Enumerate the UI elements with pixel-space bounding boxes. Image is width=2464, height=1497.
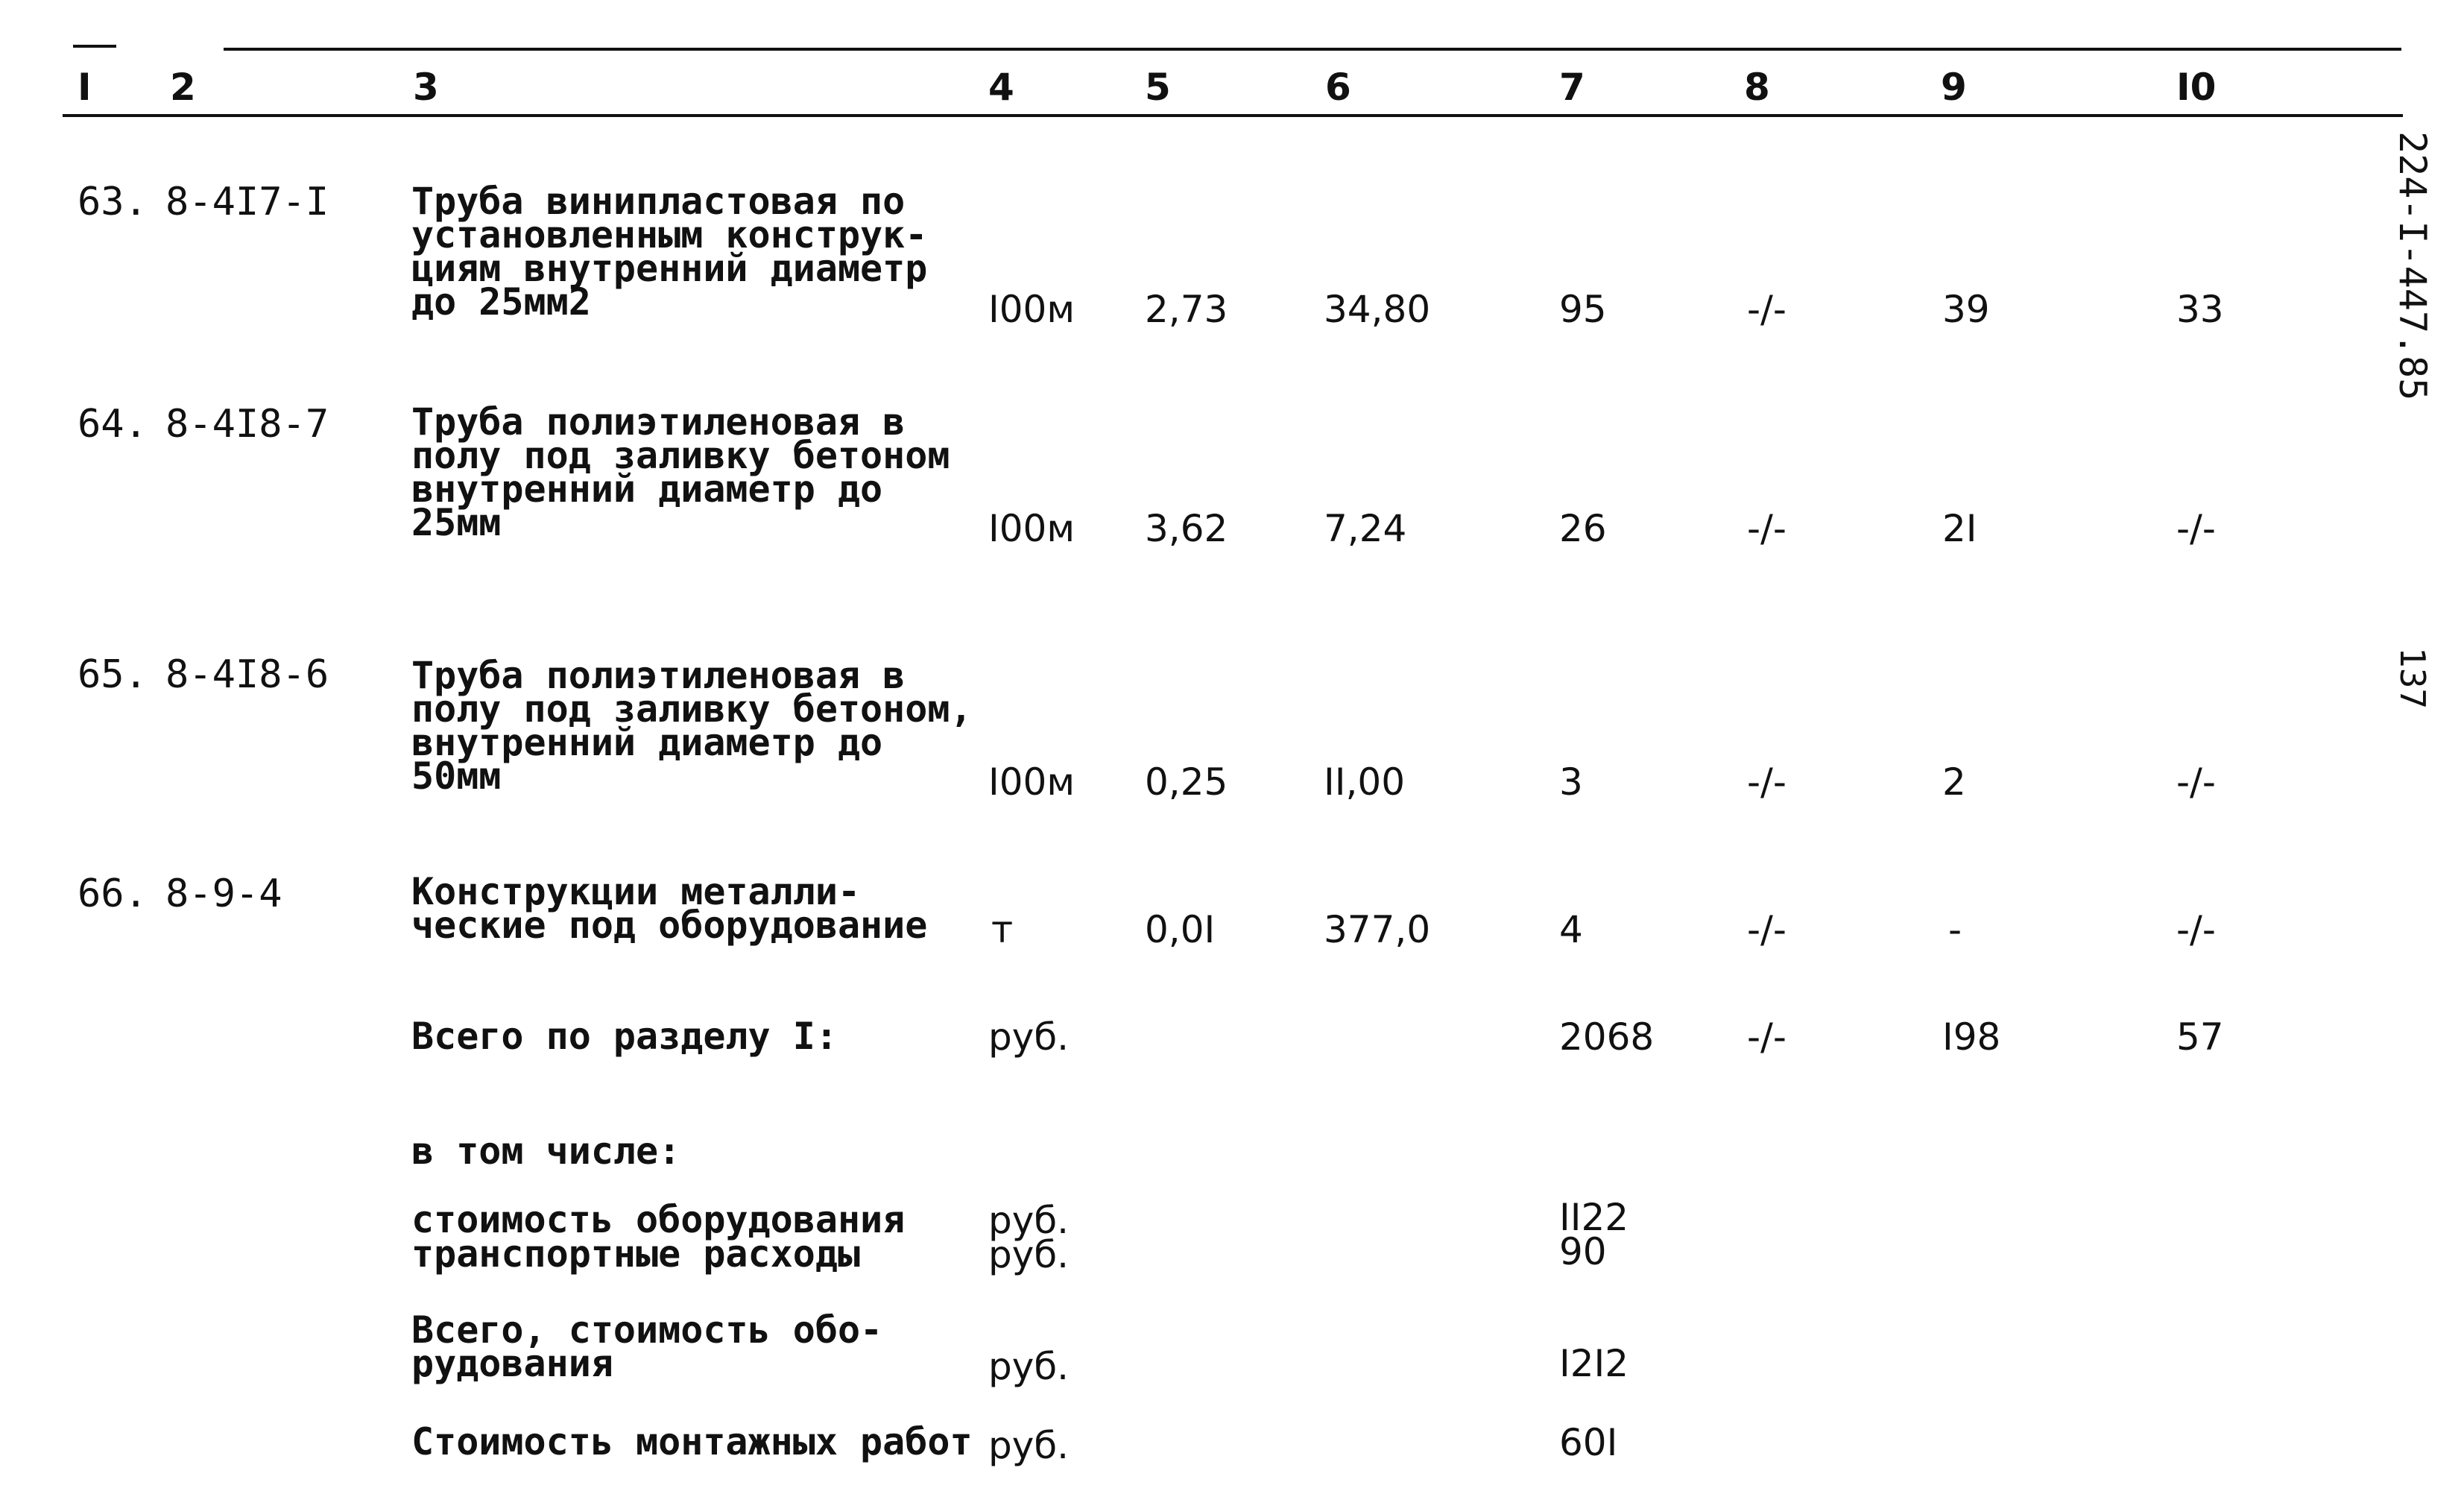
row-63-col6: 34,80 xyxy=(1324,288,1431,331)
row-66-description: Конструкции металли- ческие под оборудование xyxy=(411,870,928,947)
row-65-col8: -/- xyxy=(1747,760,1787,804)
row-64-code: 8-4I8-7 xyxy=(165,402,329,447)
col-header-1: I xyxy=(78,66,92,109)
col-header-6: 6 xyxy=(1325,66,1351,109)
row-66-col8: -/- xyxy=(1747,908,1787,951)
row-66-number: 66. xyxy=(78,872,148,916)
margin-document-code: 224-I-447.85 xyxy=(2391,131,2434,401)
row-65-col9: 2 xyxy=(1942,760,1966,804)
row-65-col10: -/- xyxy=(2176,760,2216,804)
row-66-col7: 4 xyxy=(1559,908,1583,951)
row-65-number: 65. xyxy=(78,652,148,697)
row-66-code: 8-9-4 xyxy=(165,872,282,916)
row-65-unit: I00м xyxy=(988,760,1075,804)
equipment-cost-unit: руб. xyxy=(988,1199,1070,1242)
col-header-7: 7 xyxy=(1559,66,1585,109)
row-65-col6: II,00 xyxy=(1324,760,1406,804)
margin-page-number: 137 xyxy=(2392,647,2433,710)
row-63-col10: 33 xyxy=(2176,288,2224,331)
installation-cost-label: Стоимость монтажных работ xyxy=(411,1420,973,1463)
row-66-col6: 377,0 xyxy=(1324,908,1431,951)
equipment-total-unit: руб. xyxy=(988,1345,1070,1388)
row-66-col10: -/- xyxy=(2176,908,2216,951)
row-64-col6: 7,24 xyxy=(1324,507,1407,550)
installation-cost-unit: руб. xyxy=(988,1424,1070,1467)
section-total-col7: 2068 xyxy=(1559,1015,1655,1059)
row-63-number: 63. xyxy=(78,180,148,224)
col-header-8: 8 xyxy=(1744,66,1770,109)
equipment-cost-label: стоимость оборудования xyxy=(411,1198,906,1241)
row-66-col5: 0,0I xyxy=(1145,908,1216,951)
section-total-unit: руб. xyxy=(988,1015,1070,1059)
row-65-code: 8-4I8-6 xyxy=(165,652,329,697)
row-64-col5: 3,62 xyxy=(1145,507,1228,550)
row-63-col8: -/- xyxy=(1747,288,1787,331)
row-65-description: Труба полиэтиленовая в полу под заливку бетоном, внутренний диаметр до 50мм xyxy=(411,654,973,798)
row-63-unit: I00м xyxy=(988,288,1075,331)
row-64-number: 64. xyxy=(78,402,148,447)
row-64-description: Труба полиэтиленовая в полу под заливку бетоном внутренний диаметр до 25мм xyxy=(411,400,950,544)
row-63-description: Труба винипластовая по установленным конструк- циям внутренний диаметр до 25мм2 xyxy=(411,180,928,324)
section-total-col10: 57 xyxy=(2176,1015,2224,1059)
col-header-5: 5 xyxy=(1145,66,1171,109)
col-header-9: 9 xyxy=(1941,66,1967,109)
row-63-code: 8-4I7-I xyxy=(165,180,329,224)
row-64-col7: 26 xyxy=(1559,507,1607,550)
row-65-col5: 0,25 xyxy=(1145,760,1228,804)
col-header-2: 2 xyxy=(170,66,196,109)
row-64-col10: -/- xyxy=(2176,507,2216,550)
col-header-3: 3 xyxy=(413,66,439,109)
row-66-col9: - xyxy=(1948,908,1962,951)
equipment-total-label: Всего, стоимость обо- рудования xyxy=(411,1308,883,1385)
row-63-col9: 39 xyxy=(1942,288,1990,331)
transport-cost-unit: руб. xyxy=(988,1233,1070,1276)
section-total-col8: -/- xyxy=(1747,1015,1787,1059)
transport-cost-value: 90 xyxy=(1559,1230,1607,1273)
row-64-col8: -/- xyxy=(1747,507,1787,550)
transport-cost-label: транспортные расходы xyxy=(411,1232,861,1276)
section-total-label: Всего по разделу I: xyxy=(411,1015,838,1058)
row-66-unit: т xyxy=(991,908,1014,951)
col-header-10: I0 xyxy=(2176,66,2217,109)
row-65-col7: 3 xyxy=(1559,760,1583,804)
row-63-col7: 95 xyxy=(1559,288,1607,331)
col-header-4: 4 xyxy=(988,66,1014,109)
equipment-total-value: I2I2 xyxy=(1559,1342,1629,1385)
header-rule xyxy=(63,114,2403,117)
installation-cost-value: 60I xyxy=(1559,1421,1618,1464)
row-64-unit: I00м xyxy=(988,507,1075,550)
top-rule-short xyxy=(73,45,116,48)
equipment-cost-value: II22 xyxy=(1559,1196,1629,1239)
row-64-col9: 2I xyxy=(1942,507,1977,550)
row-63-col5: 2,73 xyxy=(1145,288,1228,331)
including-label: в том числе: xyxy=(411,1129,681,1173)
section-total-col9: I98 xyxy=(1942,1015,2001,1059)
top-rule-long xyxy=(224,48,2401,51)
